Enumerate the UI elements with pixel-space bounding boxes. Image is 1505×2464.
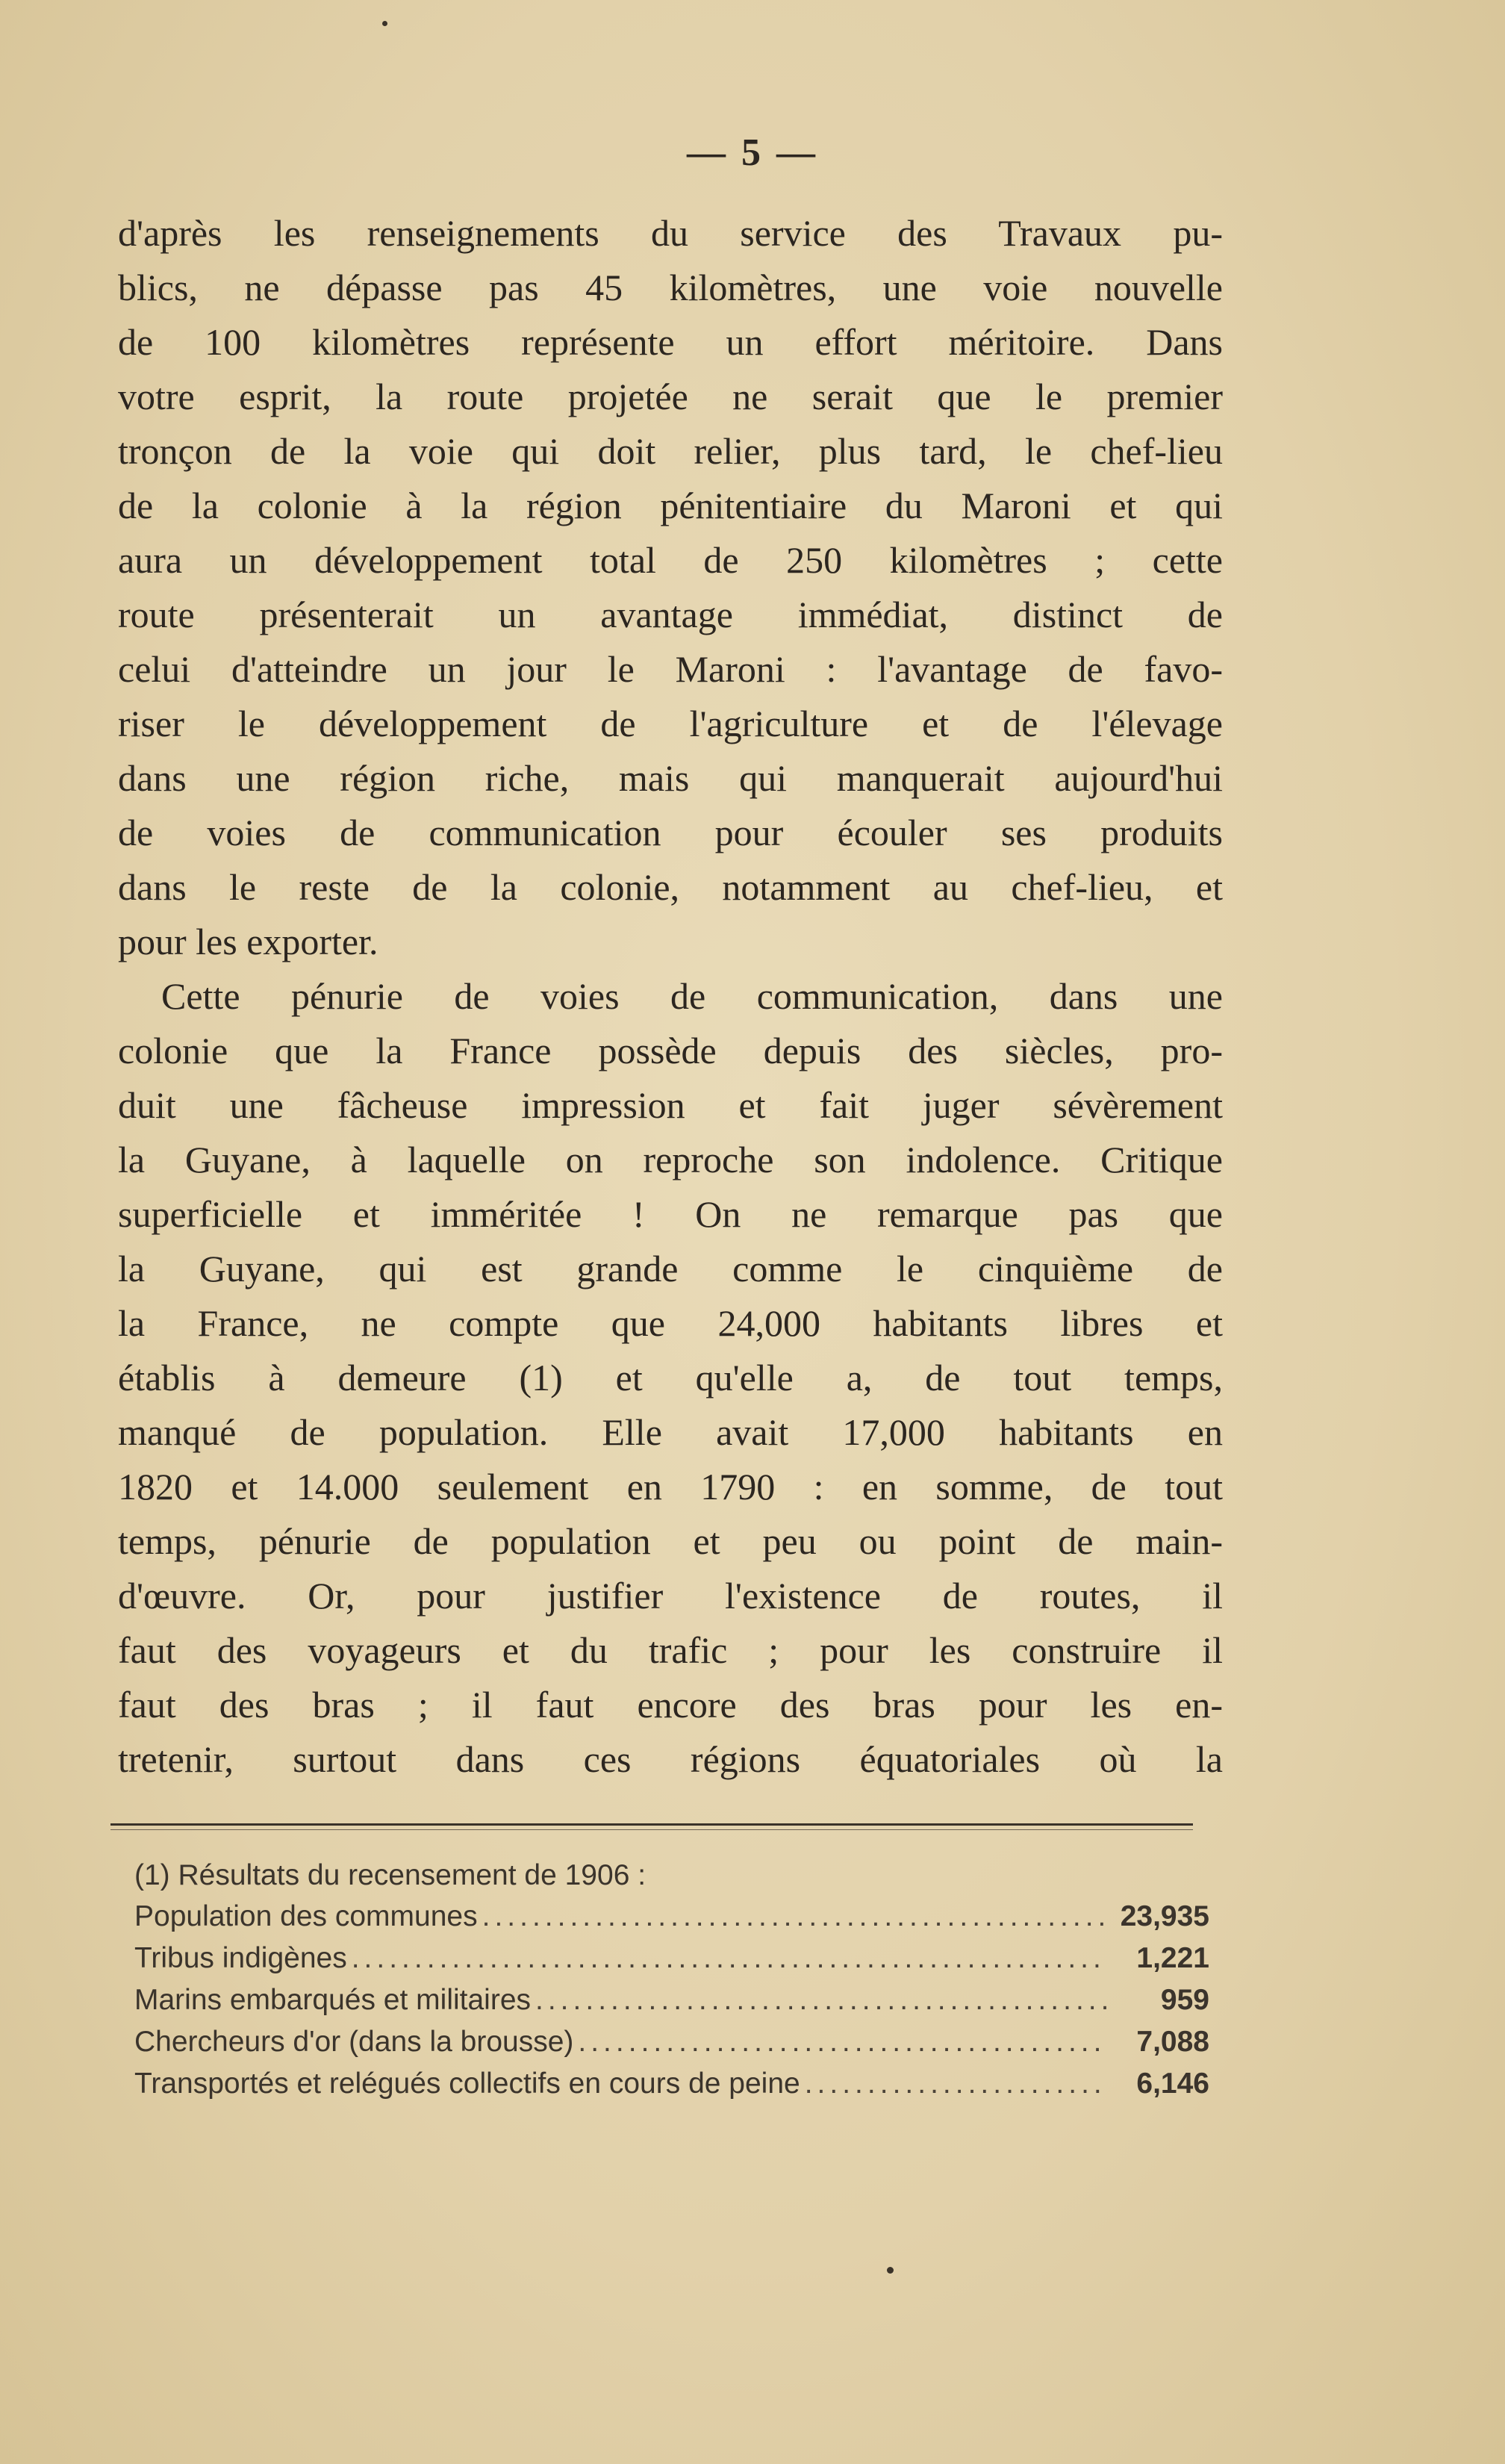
text-line: route présenterait un avantage immédiat, distinct de [118, 594, 1223, 635]
text-line: celui d'atteindre un jour le Maroni : l'avantage de favo- [118, 648, 1223, 690]
footnote-row-label: Marins embarqués et militaires [134, 1984, 532, 2016]
footnote-row-label: Population des communes [134, 1900, 478, 1932]
footnote-divider [110, 1823, 1193, 1826]
text-line: de 100 kilomètres représente un effort méritoire. Dans [118, 321, 1223, 363]
footnote-title: (1) Résultats du recensement de 1906 : [134, 1859, 646, 1891]
footnote-row [134, 1979, 1209, 2021]
text-line: tronçon de la voie qui doit relier, plus tard, le chef-lieu [118, 430, 1223, 472]
footnote-row [134, 2021, 1209, 2063]
footnote-row-value: 7,088 [1136, 2026, 1209, 2058]
footnote-row [134, 1896, 1209, 1938]
text-line: d'œuvre. Or, pour justifier l'existence de routes, il [118, 1575, 1223, 1617]
page-number: — 5 — [687, 131, 818, 174]
text-line: riser le développement de l'agriculture et de l'élevage [118, 703, 1223, 744]
text-line: Cette pénurie de voies de communication, dans une [161, 975, 1223, 1017]
footnote-row [134, 1938, 1209, 1979]
text-line: colonie que la France possède depuis des siècles, pro- [118, 1030, 1223, 1071]
text-line: aura un développement total de 250 kilomètres ; cette [118, 539, 1223, 581]
text-line: temps, pénurie de population et peu ou point de main- [118, 1520, 1223, 1562]
text-line: duit une fâcheuse impression et fait juger sévèrement [118, 1084, 1223, 1126]
text-line: votre esprit, la route projetée ne serait que le premier [118, 376, 1223, 417]
body-text [118, 206, 1223, 1787]
text-line: manqué de population. Elle avait 17,000 habitants en [118, 1411, 1223, 1453]
dot-leader [535, 1979, 1108, 2021]
text-line: la Guyane, qui est grande comme le cinquième de [118, 1248, 1223, 1289]
text-line: faut des bras ; il faut encore des bras pour les en- [118, 1684, 1223, 1726]
text-line: établis à demeure (1) et qu'elle a, de tout temps, [118, 1357, 1223, 1399]
dot-leader [805, 2063, 1108, 2105]
footnote [134, 1855, 1209, 2105]
footnote-row-label: Tribus indigènes [134, 1942, 347, 1974]
text-line: de la colonie à la région pénitentiaire du Maroni et qui [118, 485, 1223, 526]
footnote-row-value: 1,221 [1136, 1942, 1209, 1974]
text-line: blics, ne dépasse pas 45 kilomètres, une voie nouvelle [118, 267, 1223, 308]
text-line: superficielle et imméritée ! On ne remarque pas que [118, 1193, 1223, 1235]
text-line: la Guyane, à laquelle on reproche son indolence. Critique [118, 1139, 1223, 1180]
text-line: pour les exporter. [118, 921, 378, 962]
dot-leader [352, 1938, 1108, 1979]
text-line: de voies de communication pour écouler ses produits [118, 812, 1223, 853]
text-line: d'après les renseignements du service des Travaux pu- [118, 212, 1223, 254]
footnote-row-label: Transportés et relégués collectifs en cours de peine [134, 2068, 800, 2100]
text-line: tretenir, surtout dans ces régions équatoriales où la [118, 1738, 1223, 1780]
paper-speck [382, 21, 387, 26]
footnote-row-label: Chercheurs d'or (dans la brousse) [134, 2026, 574, 2058]
text-line: 1820 et 14.000 seulement en 1790 : en somme, de tout [118, 1466, 1223, 1508]
dot-leader [482, 1896, 1108, 1938]
text-line: dans le reste de la colonie, notamment au chef-lieu, et [118, 866, 1223, 908]
dot-leader [578, 2021, 1108, 2063]
footnote-row-value: 959 [1160, 1984, 1209, 2016]
footnote-row [134, 2063, 1209, 2105]
footnote-divider-thin [110, 1829, 1193, 1830]
paper-speck [887, 2267, 894, 2274]
text-line: la France, ne compte que 24,000 habitants libres et [118, 1302, 1223, 1344]
footnote-row-value: 23,935 [1120, 1900, 1209, 1932]
text-line: faut des voyageurs et du trafic ; pour les construire il [118, 1629, 1223, 1671]
text-line: dans une région riche, mais qui manquerait aujourd'hui [118, 757, 1223, 799]
footnote-row-value: 6,146 [1136, 2068, 1209, 2100]
